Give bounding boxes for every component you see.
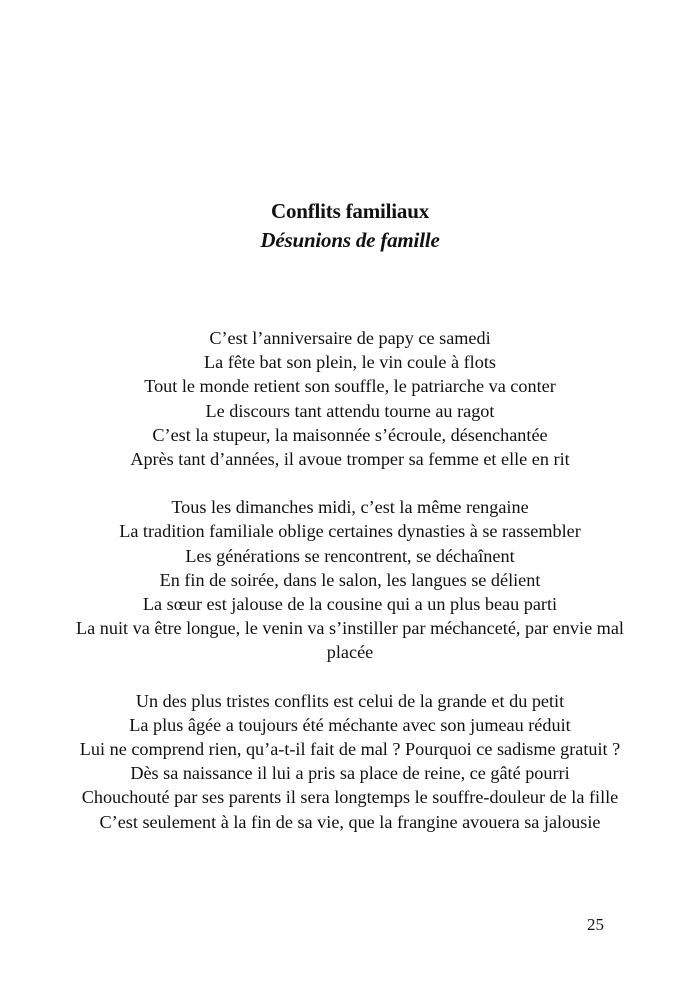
verse-line: La sœur est jalouse de la cousine qui a un plus beau parti — [142, 594, 558, 615]
verse-line: Lui ne comprend rien, qu’a-t-il fait de mal ? Pourquoi ce sadisme gratuit ? — [79, 739, 621, 760]
poem-heading — [0, 197, 700, 255]
stanza-2 — [60, 495, 640, 664]
verse-line: En fin de soirée, dans le salon, les langues se délient — [159, 569, 541, 590]
verse-line: Tout le monde retient son souffle, le patriarche va conter — [144, 376, 556, 397]
verse-line: C’est la stupeur, la maisonnée s’écroule, désenchantée — [152, 424, 548, 445]
verse-line: Un des plus tristes conflits est celui de la grande et du petit — [135, 690, 565, 711]
poem-subtitle: Désunions de famille — [260, 228, 440, 252]
stanza-3 — [60, 689, 640, 834]
verse-line: La plus âgée a toujours été méchante avec son jumeau réduit — [129, 714, 571, 735]
verse-line: C’est seulement à la fin de sa vie, que la frangine avouera sa jalousie — [99, 811, 601, 832]
verse-line: Tous les dimanches midi, c’est la même rengaine — [171, 497, 529, 518]
verse-line: Les générations se rencontrent, se déchaînent — [185, 545, 515, 566]
poem-body — [60, 326, 640, 858]
verse-line: Chouchouté par ses parents il sera longtemps le souffre-douleur de la fille — [81, 787, 619, 808]
verse-line: Après tant d’années, il avoue tromper sa femme et elle en rit — [130, 449, 570, 470]
verse-line: La fête bat son plein, le vin coule à flots — [204, 352, 496, 373]
verse-line: La tradition familiale oblige certaines dynasties à se rassembler — [119, 521, 581, 542]
stanza-1 — [60, 326, 640, 471]
verse-line: C’est l’anniversaire de papy ce samedi — [209, 328, 491, 348]
verse-line: Le discours tant attendu tourne au ragot — [205, 400, 495, 421]
verse-line: La nuit va être longue, le venin va s’instiller par méchanceté, par envie mal placée — [76, 618, 624, 663]
poem-title: Conflits familiaux — [271, 199, 429, 223]
page-number: 25 — [587, 915, 604, 934]
verse-line: Dès sa naissance il lui a pris sa place de reine, ce gâté pourri — [130, 763, 570, 784]
